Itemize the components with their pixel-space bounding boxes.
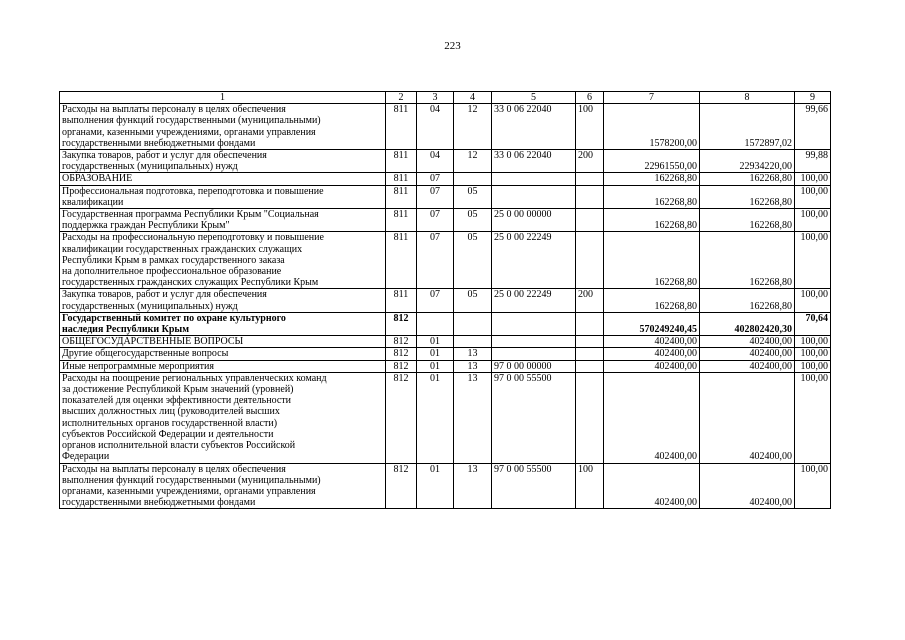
actual-amount-cell: 1572897,02 (700, 104, 795, 150)
planned-amount-cell: 402400,00 (604, 348, 700, 360)
expense-name-cell (60, 289, 386, 312)
expense-name-line: государственных (муниципальных) нужд (62, 300, 238, 312)
expense-name-line: государственными внебюджетными фондами (62, 137, 256, 149)
header-cell: 3 (417, 92, 454, 104)
budget-table (59, 91, 831, 509)
expense-name-line: органов исполнительной власти субъектов Российской (62, 440, 296, 452)
actual-amount-cell: 402400,00 (700, 348, 795, 360)
ministry-code-cell: 812 (386, 336, 417, 348)
expense-name-line: выполнения функций государственными (муниципальными) (62, 115, 321, 127)
header-cell: 5 (492, 92, 576, 104)
expense-name-line: Закупка товаров, работ и услуг для обеспечения (62, 150, 267, 162)
table-row (60, 289, 831, 312)
planned-amount-cell: 162268,80 (604, 185, 700, 208)
target-article-cell: 97 0 00 55500 (492, 463, 576, 509)
section-code-cell: 01 (417, 336, 454, 348)
percent-cell: 100,00 (795, 173, 831, 185)
ministry-code-cell: 812 (386, 372, 417, 463)
actual-amount-cell: 162268,80 (700, 173, 795, 185)
percent-cell: 100,00 (795, 185, 831, 208)
planned-amount-cell: 162268,80 (604, 232, 700, 289)
expense-name-line: Другие общегосударственные вопросы (62, 348, 229, 360)
expense-name-line: Расходы на профессиональную переподготовку и повышение (62, 232, 324, 244)
planned-amount-cell: 1578200,00 (604, 104, 700, 150)
expense-name-line: ОБРАЗОВАНИЕ (62, 173, 133, 185)
expense-name-line: Республики Крым в рамках государственного заказа (62, 254, 285, 266)
expense-name-cell (60, 312, 386, 335)
section-code-cell: 01 (417, 360, 454, 372)
table-row (60, 372, 831, 463)
percent-cell: 100,00 (795, 336, 831, 348)
target-article-cell (492, 173, 576, 185)
header-cell: 8 (700, 92, 795, 104)
actual-amount-cell: 402802420,30 (700, 312, 795, 335)
expense-type-cell (576, 348, 604, 360)
header-cell: 4 (454, 92, 492, 104)
table-row (60, 348, 831, 360)
expense-name-line: Расходы на поощрение региональных управленческих команд (62, 372, 327, 384)
expense-type-cell (576, 209, 604, 232)
percent-cell: 100,00 (795, 209, 831, 232)
header-cell: 6 (576, 92, 604, 104)
expense-name-line: государственных гражданских служащих Республики Крым (62, 277, 319, 289)
expense-name-line: Государственная программа Республики Крым "Социальная (62, 209, 319, 221)
target-article-cell: 97 0 00 00000 (492, 360, 576, 372)
target-article-cell: 25 0 00 00000 (492, 209, 576, 232)
actual-amount-cell: 162268,80 (700, 232, 795, 289)
section-code-cell: 04 (417, 150, 454, 173)
expense-name-line: органами, казенными учреждениями, органами управления (62, 485, 316, 497)
target-article-cell (492, 312, 576, 335)
percent-cell: 100,00 (795, 463, 831, 509)
expense-name-cell (60, 209, 386, 232)
expense-type-cell (576, 312, 604, 335)
percent-cell: 70,64 (795, 312, 831, 335)
actual-amount-cell: 162268,80 (700, 289, 795, 312)
expense-name-line: ОБЩЕГОСУДАРСТВЕННЫЕ ВОПРОСЫ (62, 336, 244, 348)
expense-name-line: квалификации государственных гражданских служащих (62, 243, 303, 255)
expense-name-line: Расходы на выплаты персоналу в целях обеспечения (62, 104, 286, 116)
expense-type-cell: 200 (576, 150, 604, 173)
expense-type-cell (576, 232, 604, 289)
ministry-code-cell: 811 (386, 209, 417, 232)
planned-amount-cell: 402400,00 (604, 372, 700, 463)
planned-amount-cell: 162268,80 (604, 209, 700, 232)
table-row (60, 232, 831, 289)
expense-type-cell: 100 (576, 463, 604, 509)
expense-name-line: субъектов Российской Федерации и деятельности (62, 428, 274, 440)
expense-type-cell: 200 (576, 289, 604, 312)
expense-name-line: поддержка граждан Республики Крым" (62, 220, 230, 232)
table-row (60, 150, 831, 173)
expense-name-line: Государственный комитет по охране культурного (62, 312, 286, 324)
table-row (60, 360, 831, 372)
expense-name-cell (60, 372, 386, 463)
subsection-code-cell: 05 (454, 209, 492, 232)
section-code-cell: 01 (417, 348, 454, 360)
table-row (60, 173, 831, 185)
expense-name-line: Профессиональная подготовка, переподготовка и повышение (62, 185, 324, 197)
target-article-cell: 97 0 00 55500 (492, 372, 576, 463)
planned-amount-cell: 22961550,00 (604, 150, 700, 173)
subsection-code-cell (454, 312, 492, 335)
subsection-code-cell: 05 (454, 289, 492, 312)
actual-amount-cell: 162268,80 (700, 185, 795, 208)
expense-name-cell (60, 185, 386, 208)
table-row (60, 312, 831, 335)
expense-type-cell: 100 (576, 104, 604, 150)
expense-name-line: на дополнительное профессиональное образование (62, 266, 282, 278)
section-code-cell: 01 (417, 372, 454, 463)
subsection-code-cell: 12 (454, 150, 492, 173)
target-article-cell (492, 348, 576, 360)
expense-name-cell (60, 150, 386, 173)
target-article-cell: 25 0 00 22249 (492, 232, 576, 289)
header-cell: 7 (604, 92, 700, 104)
target-article-cell (492, 336, 576, 348)
subsection-code-cell: 13 (454, 463, 492, 509)
target-article-cell: 33 0 06 22040 (492, 150, 576, 173)
actual-amount-cell: 162268,80 (700, 209, 795, 232)
percent-cell: 100,00 (795, 360, 831, 372)
target-article-cell (492, 185, 576, 208)
expense-name-line: показателей для оценки эффективности деятельности (62, 395, 291, 407)
ministry-code-cell: 811 (386, 185, 417, 208)
section-code-cell: 04 (417, 104, 454, 150)
table-row (60, 336, 831, 348)
subsection-code-cell: 05 (454, 232, 492, 289)
expense-name-line: государственных (муниципальных) нужд (62, 161, 238, 173)
subsection-code-cell: 13 (454, 372, 492, 463)
expense-name-line: высших должностных лиц (руководителей высших (62, 406, 280, 418)
ministry-code-cell: 811 (386, 104, 417, 150)
planned-amount-cell: 402400,00 (604, 336, 700, 348)
percent-cell: 100,00 (795, 289, 831, 312)
ministry-code-cell: 811 (386, 289, 417, 312)
expense-type-cell (576, 360, 604, 372)
expense-name-cell (60, 336, 386, 348)
ministry-code-cell: 812 (386, 463, 417, 509)
expense-name-line: исполнительных органов государственной власти) (62, 417, 278, 429)
section-code-cell (417, 312, 454, 335)
expense-name-line: Закупка товаров, работ и услуг для обеспечения (62, 289, 267, 301)
expense-name-cell (60, 463, 386, 509)
subsection-code-cell: 13 (454, 360, 492, 372)
subsection-code-cell (454, 336, 492, 348)
expense-name-line: за достижение Республикой Крым значений (уровней) (62, 384, 294, 396)
target-article-cell: 33 0 06 22040 (492, 104, 576, 150)
section-code-cell: 01 (417, 463, 454, 509)
header-row (60, 92, 831, 104)
subsection-code-cell: 05 (454, 185, 492, 208)
expense-name-line: квалификации (62, 196, 124, 208)
planned-amount-cell: 570249240,45 (604, 312, 700, 335)
expense-name-line: Иные непрограммные мероприятия (62, 360, 214, 372)
section-code-cell: 07 (417, 185, 454, 208)
header-cell: 1 (60, 92, 386, 104)
expense-type-cell (576, 185, 604, 208)
expense-name-line: наследия Республики Крым (62, 324, 190, 336)
percent-cell: 100,00 (795, 372, 831, 463)
target-article-cell: 25 0 00 22249 (492, 289, 576, 312)
subsection-code-cell: 12 (454, 104, 492, 150)
percent-cell: 99,88 (795, 150, 831, 173)
section-code-cell: 07 (417, 173, 454, 185)
expense-type-cell (576, 372, 604, 463)
header-cell: 9 (795, 92, 831, 104)
actual-amount-cell: 402400,00 (700, 336, 795, 348)
ministry-code-cell: 811 (386, 150, 417, 173)
actual-amount-cell: 402400,00 (700, 463, 795, 509)
expense-type-cell (576, 336, 604, 348)
percent-cell: 100,00 (795, 348, 831, 360)
expense-name-line: Расходы на выплаты персоналу в целях обеспечения (62, 463, 286, 475)
expense-name-cell (60, 173, 386, 185)
table-row (60, 185, 831, 208)
expense-name-cell (60, 348, 386, 360)
planned-amount-cell: 402400,00 (604, 360, 700, 372)
expense-name-line: органами, казенными учреждениями, органами управления (62, 126, 316, 138)
planned-amount-cell: 402400,00 (604, 463, 700, 509)
expense-type-cell (576, 173, 604, 185)
planned-amount-cell: 162268,80 (604, 173, 700, 185)
section-code-cell: 07 (417, 232, 454, 289)
expense-name-line: государственными внебюджетными фондами (62, 497, 256, 509)
expense-name-cell (60, 104, 386, 150)
planned-amount-cell: 162268,80 (604, 289, 700, 312)
ministry-code-cell: 812 (386, 348, 417, 360)
ministry-code-cell: 811 (386, 173, 417, 185)
percent-cell: 100,00 (795, 232, 831, 289)
table-row (60, 463, 831, 509)
section-code-cell: 07 (417, 209, 454, 232)
expense-name-cell (60, 232, 386, 289)
section-code-cell: 07 (417, 289, 454, 312)
actual-amount-cell: 402400,00 (700, 372, 795, 463)
percent-cell: 99,66 (795, 104, 831, 150)
table-row (60, 209, 831, 232)
expense-name-cell (60, 360, 386, 372)
table-row (60, 104, 831, 150)
expense-name-line: Федерации (62, 451, 110, 463)
ministry-code-cell: 812 (386, 360, 417, 372)
actual-amount-cell: 22934220,00 (700, 150, 795, 173)
subsection-code-cell (454, 173, 492, 185)
page-number: 223 (444, 40, 461, 52)
table-body (60, 92, 831, 509)
expense-name-line: выполнения функций государственными (муниципальными) (62, 474, 321, 486)
actual-amount-cell: 402400,00 (700, 360, 795, 372)
ministry-code-cell: 811 (386, 232, 417, 289)
header-cell: 2 (386, 92, 417, 104)
ministry-code-cell: 812 (386, 312, 417, 335)
subsection-code-cell: 13 (454, 348, 492, 360)
